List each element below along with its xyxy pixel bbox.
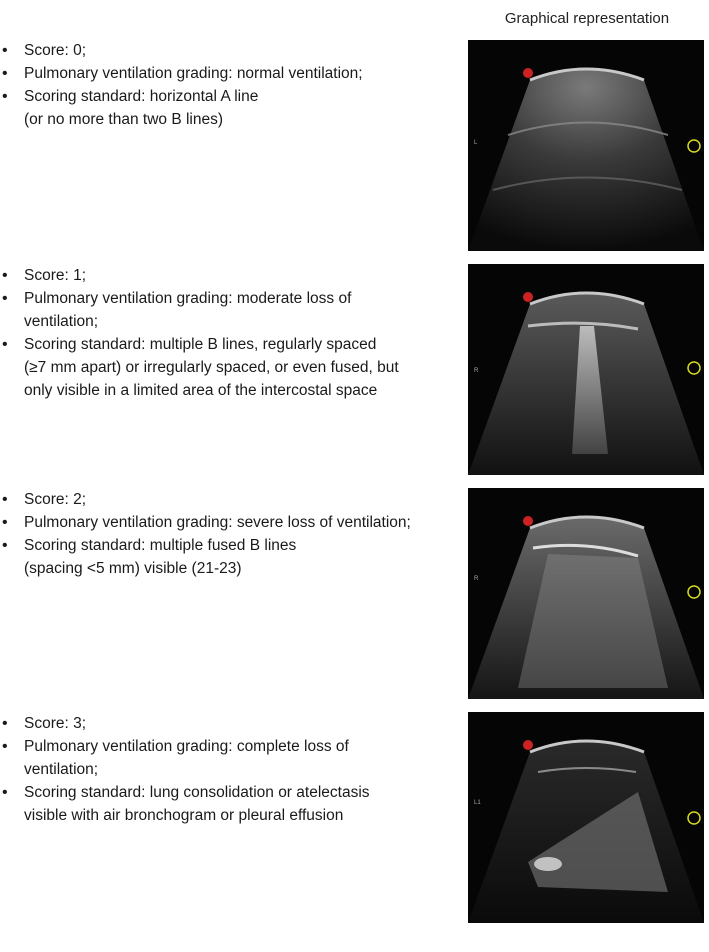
list-item: • Pulmonary ventilation grading: complete loss of ventilation; [2, 738, 349, 778]
list-item: • Score: 0; [2, 42, 87, 59]
ultrasound-image-score-0 [468, 40, 704, 251]
score-1-section [0, 264, 460, 402]
red-marker-icon [523, 68, 533, 78]
list-item: • Scoring standard: lung consolidation or atelectasis visible with air bronchogram or pleural effusion [2, 784, 370, 824]
svg-text:L1: L1 [474, 800, 481, 806]
focus-marker-icon [688, 812, 700, 824]
focus-marker-icon [688, 362, 700, 374]
red-marker-icon [523, 292, 533, 302]
score-2-section [0, 488, 460, 580]
svg-text:R: R [474, 368, 479, 374]
red-marker-icon [523, 516, 533, 526]
red-marker-icon [523, 740, 533, 750]
focus-marker-icon [688, 586, 700, 598]
list-item: • Scoring standard: horizontal A line (or no more than two B lines) [2, 88, 259, 128]
list-item: • Pulmonary ventilation grading: moderate loss of ventilation; [2, 290, 352, 330]
focus-marker-icon [688, 140, 700, 152]
svg-text:L: L [474, 140, 478, 146]
list-item: • Score: 2; [2, 491, 87, 508]
svg-text:R: R [474, 576, 479, 582]
list-item: • Score: 1; [2, 267, 87, 284]
score-3-section [0, 712, 460, 827]
score-0-section [0, 39, 460, 131]
list-item: • Pulmonary ventilation grading: severe loss of ventilation; [2, 514, 411, 531]
ultrasound-image-score-2 [468, 488, 704, 699]
list-item: • Scoring standard: multiple fused B lines (spacing <5 mm) visible (21-23) [2, 537, 297, 577]
ultrasound-image-score-1 [468, 264, 704, 475]
list-item: • Scoring standard: multiple B lines, regularly spaced (≥7 mm apart) or irregularly spaced, or even fused, but only visible in a limited area of the intercostal space [2, 336, 399, 399]
column-header: Graphical representation [504, 10, 670, 27]
list-item: • Score: 3; [2, 715, 87, 732]
list-item: • Pulmonary ventilation grading: normal ventilation; [2, 65, 363, 82]
ultrasound-image-score-3 [468, 712, 704, 923]
